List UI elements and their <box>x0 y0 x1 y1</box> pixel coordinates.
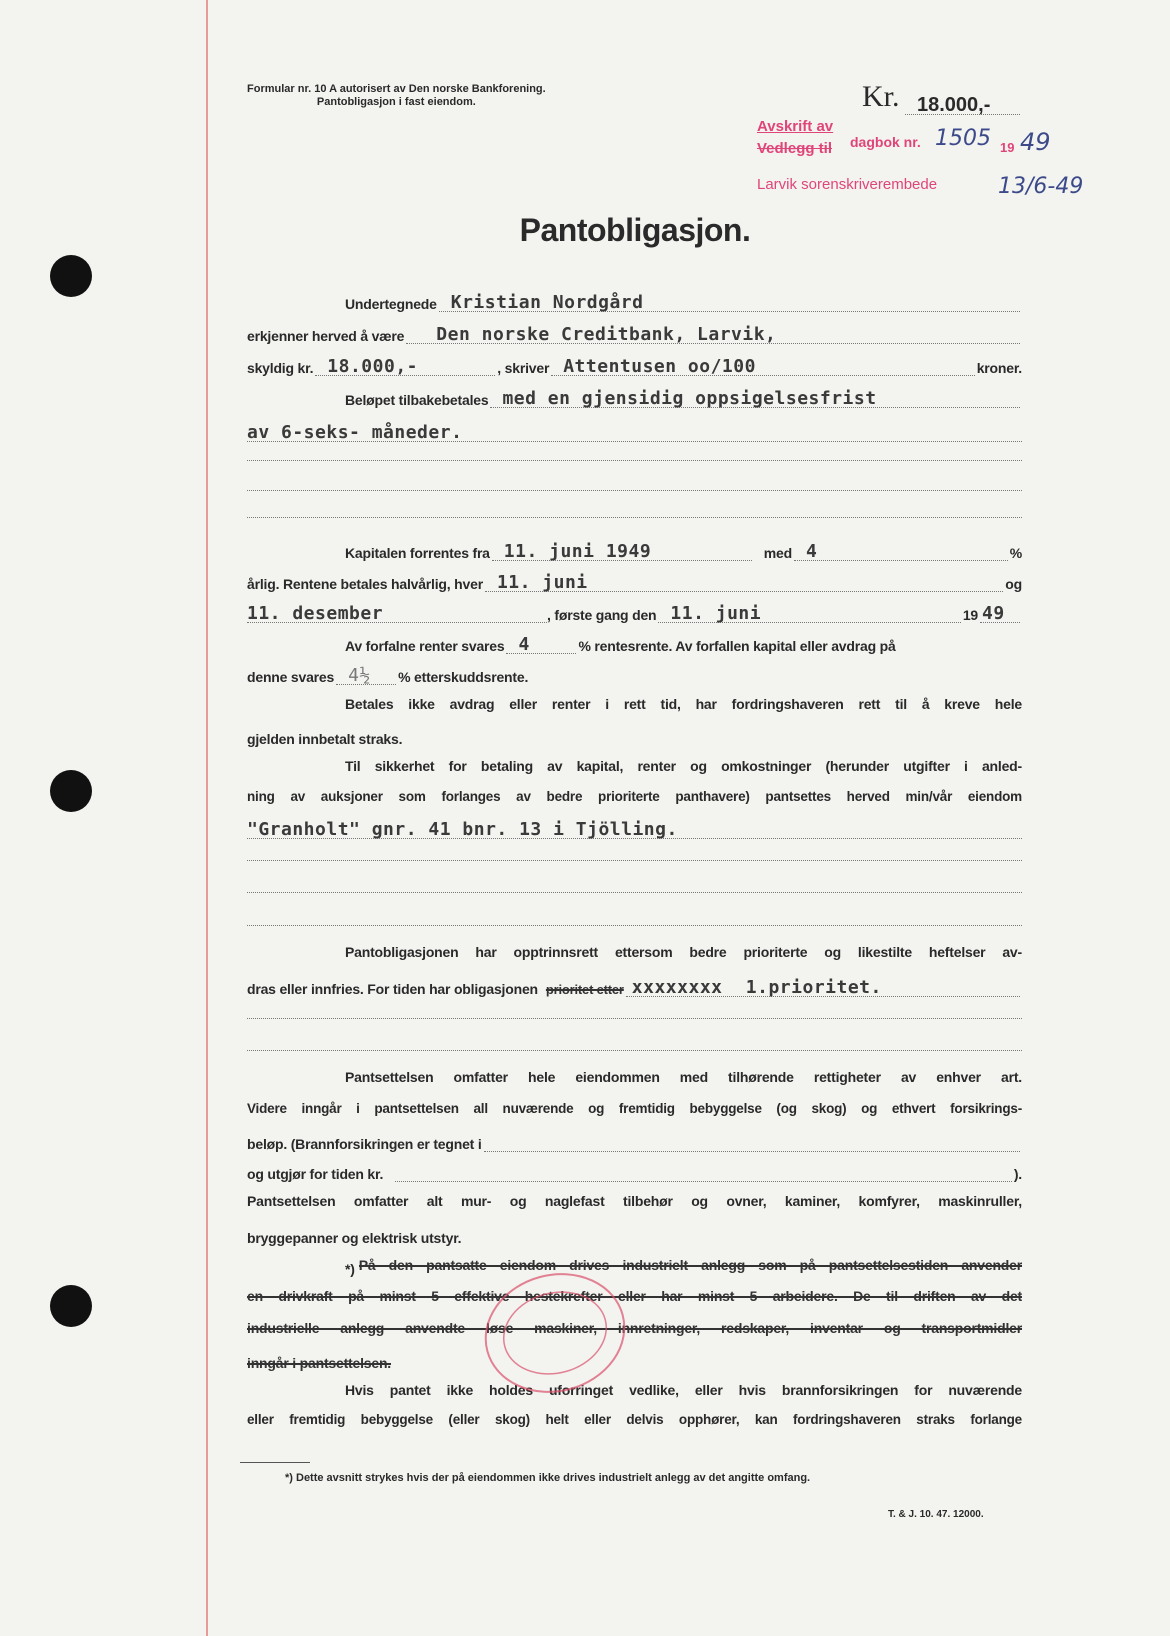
kr-amount: 18.000,- <box>917 94 991 116</box>
blank-line <box>247 490 1022 491</box>
label-og: og <box>1005 576 1022 592</box>
label-forste: , første gang den <box>547 607 657 623</box>
form-line-1: Formular nr. 10 A autorisert av Den norske Bankforening. <box>247 83 546 95</box>
para-omfatter-2: Videre inngår i pantsettelsen all nuværende og fremtidig bebyggelse (og skog) og ethvert forsikrings- <box>247 1101 1022 1116</box>
para-omfatter-1: Pantsettelsen omfatter hele eiendommen med tilhørende rettigheter av enhver art. <box>345 1069 1022 1085</box>
first-date-field[interactable] <box>658 602 960 623</box>
form-notice <box>247 83 546 109</box>
para-hvis-1: Hvis pantet ikke holdes uforringet vedlike, eller hvis brannforsikringen for nuværende <box>345 1382 1022 1398</box>
para-betales-2: gjelden innbetalt straks. <box>247 731 403 747</box>
blank-line <box>247 925 1022 926</box>
label-erkjenner: erkjenner herved å være <box>247 328 405 344</box>
para-betales-1: Betales ikke avdrag eller renter i rett tid, har fordringshaveren rett til å kreve hele <box>345 696 1022 712</box>
amount-words: Attentusen oo/100 <box>563 356 756 377</box>
label-kroner: kroner. <box>976 360 1022 376</box>
debtor-name: Kristian Nordgård <box>450 292 644 313</box>
interest-from-field[interactable] <box>492 540 752 561</box>
stamp-avskrift: Avskrift av <box>757 118 834 135</box>
struck-priority-text: prioritet etter <box>545 982 624 997</box>
para-sikkerhet-2: ning av auksjoner som forlanges av bedre prioriterte panthavere) pantsettes herved min/vår eiendom <box>247 789 1022 804</box>
form-line-2: Pantobligasjon i fast eiendom. <box>316 96 476 108</box>
blank-line <box>247 1018 1022 1019</box>
label-med: med <box>763 545 792 561</box>
kr-amount-field <box>905 94 1020 115</box>
label-skriver: , skriver <box>497 360 550 376</box>
punch-hole <box>50 1285 92 1327</box>
repayment-field[interactable] <box>490 387 1020 408</box>
para-hvis-2: eller fremtidig bebyggelse (eller skog) helt eller delvis opphører, kan fordringshaveren straks forlange <box>247 1412 1022 1427</box>
stamp-year-prefix: 19 <box>1000 140 1015 155</box>
late-rate: 4½ <box>348 665 371 686</box>
stamp-date: 13/6-49 <box>998 174 1084 199</box>
label-av-forfalne: Av forfalne renter svares <box>345 638 505 654</box>
property-field[interactable] <box>247 818 1022 839</box>
creditor-name: Den norske Creditbank, Larvik, <box>436 324 777 345</box>
blank-line <box>247 460 1022 461</box>
footnote-marker: *) <box>345 1261 355 1277</box>
rente-rate-field[interactable] <box>506 633 576 654</box>
first-date: 11. juni <box>670 603 762 624</box>
creditor-field[interactable] <box>406 323 1020 344</box>
struck-industrial-4: inngår i pantsettelsen. <box>247 1355 391 1371</box>
amount-value: 18.000,- <box>327 356 418 377</box>
first-year: 49 <box>982 603 1005 624</box>
label-arlig: årlig. Rentene betales halvårlig, hver <box>247 576 483 592</box>
stamp-vedlegg: Vedlegg til <box>757 140 833 157</box>
struck-industrial-3: industrielle anlegg anvendte løse maskiner, innretninger, redskaper, inventar og transportmidler <box>247 1320 1022 1336</box>
label-utgjor: og utgjør for tiden kr. <box>247 1166 384 1182</box>
footnote-rule <box>240 1462 310 1463</box>
interest-rate: 4 <box>805 541 818 562</box>
insurance-amount-field[interactable] <box>395 1161 1012 1182</box>
label-brannforsikring: beløp. (Brannforsikringen er tegnet i <box>247 1136 482 1152</box>
close-paren: ). <box>1013 1166 1022 1182</box>
stamp-office: Larvik sorenskriverembede <box>757 176 938 193</box>
label-skyldig: skyldig kr. <box>247 360 314 376</box>
first-year-field[interactable] <box>980 602 1020 623</box>
priority-field[interactable] <box>626 976 1020 997</box>
percent-sign: % <box>1009 545 1022 561</box>
printer-mark: T. & J. 10. 47. 12000. <box>888 1509 984 1520</box>
label-undertegnede: Undertegnede <box>345 296 437 312</box>
repayment-field-2[interactable] <box>247 421 1022 442</box>
interest-from-date: 11. juni 1949 <box>503 541 652 562</box>
insurance-company-field[interactable] <box>484 1131 1020 1152</box>
blank-line <box>247 1050 1022 1051</box>
property-description: "Granholt" gnr. 41 bnr. 13 i Tjölling. <box>247 819 678 840</box>
blank-line <box>247 860 1022 861</box>
amount-field[interactable] <box>315 355 495 376</box>
blank-line <box>247 517 1022 518</box>
priority-value: 1.prioritet. <box>745 977 882 998</box>
label-denne-svares: denne svares <box>247 669 335 685</box>
blank-line <box>247 892 1022 893</box>
amount-words-field[interactable] <box>551 355 974 376</box>
label-kapitalen: Kapitalen forrentes fra <box>345 545 490 561</box>
label-belopet: Beløpet tilbakebetales <box>345 392 489 408</box>
bank-stamp <box>480 1268 630 1398</box>
para-sikkerhet-1: Til sikkerhet for betaling av kapital, renter og omkostninger (herunder utgifter i anled- <box>345 758 1022 774</box>
struck-industrial-1: På den pantsatte eiendom drives industrielt anlegg som på pantsettelsestiden anvender <box>358 1257 1022 1273</box>
punch-hole <box>50 255 92 297</box>
footnote: *) Dette avsnitt strykes hvis der på eiendommen ikke drives industrielt anlegg av det angitte omfang. <box>285 1472 811 1484</box>
pay-date-2: 11. desember <box>247 603 384 624</box>
typed-xxx: xxxxxxxx <box>631 977 723 998</box>
stamp-year: 49 <box>1020 128 1051 156</box>
dagbok-number: 1505 <box>935 126 991 151</box>
para-tilbehor-2: bryggepanner og elektrisk utstyr. <box>247 1230 462 1246</box>
kr-label: Kr. <box>862 80 900 113</box>
para-opptrinn-2: dras eller innfries. For tiden har obligasjonen <box>247 981 538 997</box>
repayment-terms-2: av 6-seks- måneder. <box>247 422 463 443</box>
stamp-dagbok: dagbok nr. <box>850 134 921 150</box>
label-19: 19 <box>962 607 978 623</box>
pay-date-1: 11. juni <box>496 572 588 593</box>
punch-hole <box>50 770 92 812</box>
repayment-terms-1: med en gjensidig oppsigelsesfrist <box>502 388 877 409</box>
rate-field[interactable] <box>794 540 1008 561</box>
para-opptrinn-1: Pantobligasjonen har opptrinnsrett ettersom bedre prioriterte og likestilte heftelser av- <box>345 944 1022 960</box>
para-tilbehor-1: Pantsettelsen omfatter alt mur- og naglefast tilbehør og ovner, kaminer, komfyrer, maskinruller, <box>247 1193 1022 1209</box>
pay-date-1-field[interactable] <box>485 571 1003 592</box>
label-etterskudd: % etterskuddsrente. <box>398 669 529 685</box>
late-rate-field[interactable] <box>336 664 396 685</box>
debtor-field[interactable] <box>439 291 1020 312</box>
label-rentesrente: % rentesrente. Av forfallen kapital eller avdrag på <box>578 638 896 654</box>
struck-industrial-2: en drivkraft på minst 5 effektive hestekrefter eller har minst 5 arbeidere. De til driften av det <box>247 1288 1022 1304</box>
rente-rate: 4 <box>518 634 530 655</box>
pay-date-2-field[interactable] <box>247 602 547 623</box>
document-title: Pantobligasjon. <box>519 212 751 248</box>
